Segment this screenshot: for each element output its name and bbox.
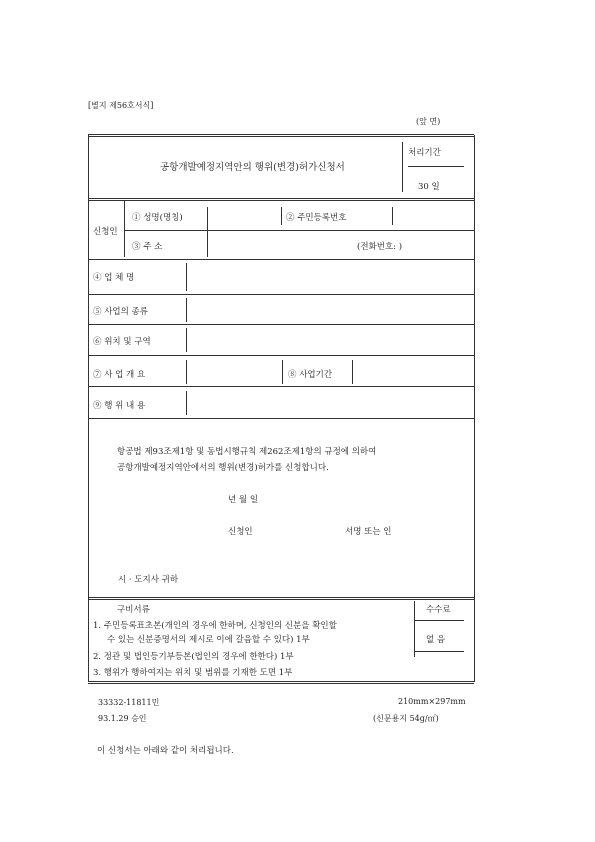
period-label: ⑧ 사업기간 xyxy=(288,370,333,380)
divider-5 xyxy=(88,386,474,387)
page-side-label: (앞 면) xyxy=(416,117,441,126)
applicant-label-divider xyxy=(124,201,125,257)
signature-label[interactable]: 서명 또는 인 xyxy=(345,527,392,537)
activity-label: ⑨ 행 위 내 용 xyxy=(93,401,146,411)
date-line[interactable]: 년 월 일 xyxy=(228,495,259,505)
attachment-item-3: 3. 행위가 행하여지는 위치 및 범위를 기재한 도면 1부 xyxy=(93,668,293,678)
id-divider xyxy=(281,207,282,225)
attachments-header: 구비서류 xyxy=(117,605,150,615)
statement-line-2: 공항개발예정지역안에서의 행위(변경)허가를 신청합니다. xyxy=(117,463,329,473)
address-label: ③ 주 소 xyxy=(132,242,163,252)
attachments-left-border xyxy=(88,600,89,682)
divider-1 xyxy=(88,259,474,260)
activity-divider xyxy=(186,391,187,415)
attachment-item-1-cont: 수 있는 신분증명서의 제시로 이에 갈음할 수 있다) 1부 xyxy=(107,635,310,645)
statement-line-1: 항공법 제93조제1항 및 동법시행규칙 제262조제1항의 규정에 의하여 xyxy=(117,447,377,457)
overview-label: ⑦ 사 업 개 요 xyxy=(93,370,146,380)
form-right-border xyxy=(474,135,475,601)
divider-2 xyxy=(88,294,474,295)
fee-label: 수수료 xyxy=(426,605,451,615)
fee-value: 없 음 xyxy=(426,635,446,645)
paper-size: 210mm×297mm xyxy=(398,697,466,706)
form-top-border xyxy=(88,134,474,137)
applicant-section-label: 신청인 xyxy=(93,227,118,237)
phone-label: (전화번호: ) xyxy=(357,242,403,252)
attachment-item-2: 2. 정관 및 법인등기부등본(법인의 경우에 한한다) 1부 xyxy=(93,652,294,662)
location-divider xyxy=(186,328,187,352)
form-left-border xyxy=(88,135,89,601)
location-label: ⑥ 위치 및 구역 xyxy=(93,337,151,347)
business-entity-label: ④ 업 체 명 xyxy=(93,273,135,283)
addressee: 시 · 도지사 귀하 xyxy=(118,575,179,585)
divider-3 xyxy=(88,324,474,325)
process-note: 이 신청서는 아래와 같이 처리됩니다. xyxy=(97,746,234,756)
processing-period-value: 30 일 xyxy=(418,182,440,192)
statement-bottom-border xyxy=(88,597,474,600)
id-number-label: ② 주민등록번호 xyxy=(286,213,347,223)
attachment-item-1: 1. 주민등록표초본(개인의 경우에 한하며, 신청인의 신분을 확인할 xyxy=(93,621,337,631)
processing-box-divider xyxy=(402,142,403,192)
fee-divider xyxy=(414,601,415,657)
attachments-right-border xyxy=(474,600,475,682)
id-value-divider xyxy=(392,207,393,225)
fee-line xyxy=(414,620,464,621)
overview-divider xyxy=(186,360,187,384)
paper-spec: (신문용지 54g/㎡) xyxy=(373,714,439,723)
divider-4 xyxy=(88,355,474,356)
processing-period-label: 처리기간 xyxy=(408,148,441,158)
divider-6 xyxy=(88,418,474,419)
business-entity-divider xyxy=(186,263,187,291)
name-label: ① 성명(명칭) xyxy=(132,213,183,223)
form-code: 33332-11811민 xyxy=(98,698,160,707)
title-bottom-border xyxy=(88,198,474,201)
approval-date: 93.1.29 승인 xyxy=(98,714,147,723)
business-type-divider xyxy=(186,298,187,322)
fee-bottom-line xyxy=(414,651,464,652)
signer-label: 신청인 xyxy=(228,527,253,537)
form-bottom-border xyxy=(88,681,474,684)
business-type-label: ⑤ 사업의 종류 xyxy=(93,307,148,317)
form-number: [별지 제56호서식] xyxy=(88,101,154,110)
period-divider xyxy=(282,360,283,384)
period-value-divider xyxy=(352,360,353,384)
applicant-row-divider xyxy=(124,230,474,231)
name-value-divider xyxy=(207,207,208,257)
processing-period-line xyxy=(408,166,464,167)
form-title: 공항개발예정지역안의 행위(변경)허가신청서 xyxy=(160,162,345,173)
